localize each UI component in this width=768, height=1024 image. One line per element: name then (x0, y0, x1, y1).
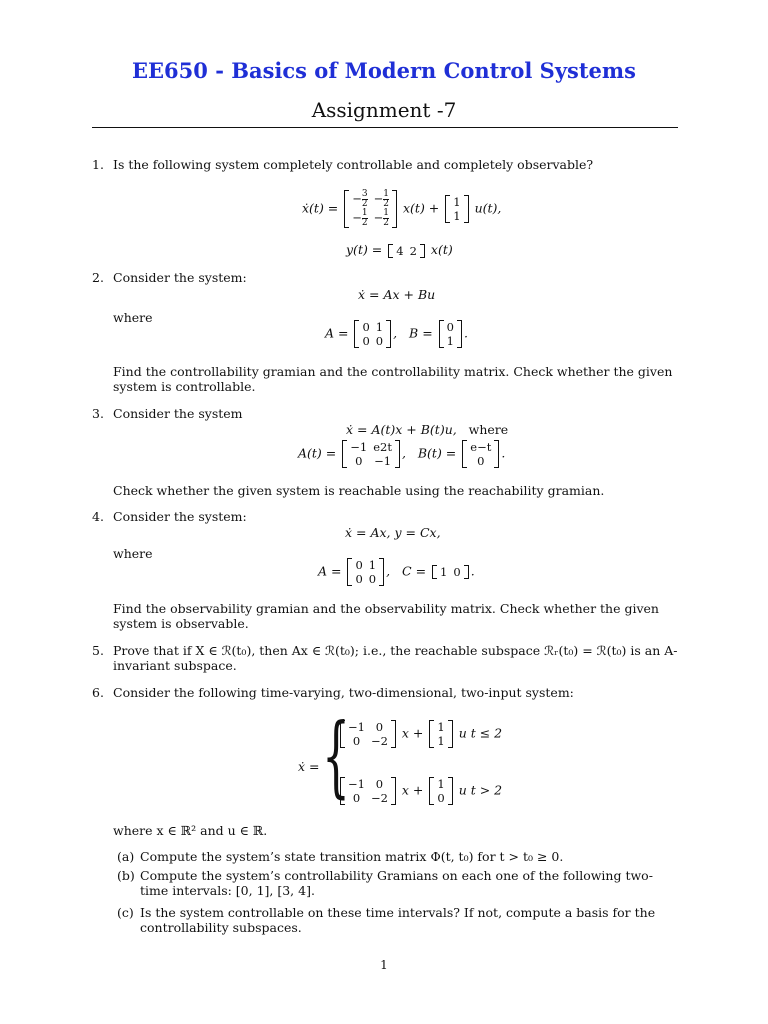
p1-output-end: x(t) (430, 242, 453, 257)
p1-eq-mid: x(t) + (403, 200, 440, 216)
problem-4-matrices: A = 0 1 0 0 , C = 1 0 . (318, 558, 475, 586)
problem-5-text: Prove that if X ∈ ℛ(t₀), then Ax ∈ ℛ(t₀); i.e., the reachable subspace ℛᵣ(t₀) = ℛ(t₀) is an A-invariant subspace. (113, 643, 678, 673)
p6-case2-condition: u t > 2 (458, 782, 503, 798)
p2-a-lhs: A = (325, 325, 349, 341)
p6-case1-matrix-a: −1 0 0 −2 (340, 720, 396, 748)
assignment-title: Assignment -7 (311, 98, 457, 122)
problem-6-case-1 (338, 720, 502, 748)
page-number: 1 (380, 958, 388, 972)
part-a-label: (a) (117, 849, 135, 864)
problem-4-text: Consider the system: (113, 509, 247, 524)
problem-2-equation: ẋ = Ax + Bu (358, 287, 436, 302)
title-rule (92, 127, 678, 128)
p3-where: where (468, 422, 509, 437)
problem-3-text: Consider the system (113, 406, 243, 421)
problem-2-where: where (113, 310, 153, 325)
p1-eq-end: u(t), (474, 200, 502, 216)
p6-case1-xplus: x + (401, 725, 424, 741)
part-a-text: Compute the system’s state transition matrix Φ(t, t₀) for t > t₀ ≥ 0. (140, 849, 564, 864)
p3-matrix-a: −1 e2t 0 −1 (342, 440, 400, 468)
problem-6-where: where x ∈ ℝ² and u ∈ ℝ. (113, 823, 268, 838)
p2-b-lhs: B = (409, 325, 433, 341)
problem-3-equation (346, 422, 508, 437)
problem-2-number: 2. (92, 270, 104, 285)
problem-2-matrices: A = 0 1 0 0 , B = 0 1 . (325, 320, 468, 348)
p6-case2-matrix-a: −1 0 0 −2 (340, 777, 396, 805)
p3-a-lhs: A(t) = (298, 445, 337, 461)
problem-4-task: Find the observability gramian and the observability matrix. Check whether the given system is observable. (113, 601, 659, 631)
problem-3-task: Check whether the given system is reachable using the reachability gramian. (113, 483, 605, 498)
p3-matrix-b: e−t 0 (462, 440, 499, 468)
problem-1-number: 1. (92, 157, 104, 172)
p6-case2-matrix-b: 1 0 (429, 777, 452, 805)
p2-matrix-b: 0 1 (439, 320, 462, 348)
problem-5-number: 5. (92, 643, 104, 658)
p3-eq: ẋ = A(t)x + B(t)u, (346, 422, 457, 437)
problem-6-text: Consider the following time-varying, two-dimensional, two-input system: (113, 685, 574, 700)
part-c-text: Is the system controllable on these time intervals? If not, compute a basis for the controllability subspaces. (140, 905, 656, 935)
problem-4-where: where (113, 546, 153, 561)
p4-matrix-a: 0 1 0 0 (347, 558, 384, 586)
problem-1-state-equation (302, 190, 501, 228)
course-title: EE650 - Basics of Modern Control Systems (132, 58, 636, 83)
problem-4-number: 4. (92, 509, 104, 524)
problem-2-task: Find the controllability gramian and the controllability matrix. Check whether the given system is controllable. (113, 364, 673, 394)
part-c-label: (c) (117, 905, 134, 920)
p6-case2-xplus: x + (401, 782, 424, 798)
problem-2-text: Consider the system: (113, 270, 247, 285)
p1-eq-lhs: ẋ(t) = (302, 200, 339, 216)
part-b-text: Compute the system’s controllability Gramians on each one of the following two-time intervals: [0, 1], [3, 4]. (140, 868, 653, 898)
part-b-label: (b) (117, 868, 135, 883)
problem-3-matrices: A(t) = −1 e2t 0 −1 , B(t) = e−t 0 . (298, 440, 506, 468)
p1-output-lhs: y(t) = (346, 242, 383, 257)
p6-case1-matrix-b: 1 1 (429, 720, 452, 748)
problem-6-case-2 (338, 777, 502, 805)
p4-matrix-c: 1 0 (432, 565, 469, 579)
problem-4-equation: ẋ = Ax, y = Cx, (345, 525, 441, 540)
p2-matrix-a: 0 1 0 0 (354, 320, 391, 348)
p3-b-lhs: B(t) = (417, 445, 457, 461)
problem-1-text: Is the following system completely controllable and completely observable? (113, 157, 594, 172)
p6-case1-condition: u t ≤ 2 (458, 725, 503, 741)
problem-1-output-equation (346, 242, 453, 258)
piecewise-brace: { (322, 704, 350, 807)
p1-matrix-a: − $\frac{3}{2}$ − $\frac{1}{2}$ − $\frac{1}{2}$ − $\frac{1}{2}$ (344, 190, 397, 228)
p4-a-lhs: A = (318, 563, 342, 579)
problem-6-number: 6. (92, 685, 104, 700)
problem-6-lhs: ẋ = (298, 759, 320, 774)
problem-3-number: 3. (92, 406, 104, 421)
p4-c-lhs: C = (402, 563, 427, 579)
p1-matrix-c: 4 2 (388, 244, 425, 258)
p1-matrix-b: 1 1 (445, 195, 468, 223)
